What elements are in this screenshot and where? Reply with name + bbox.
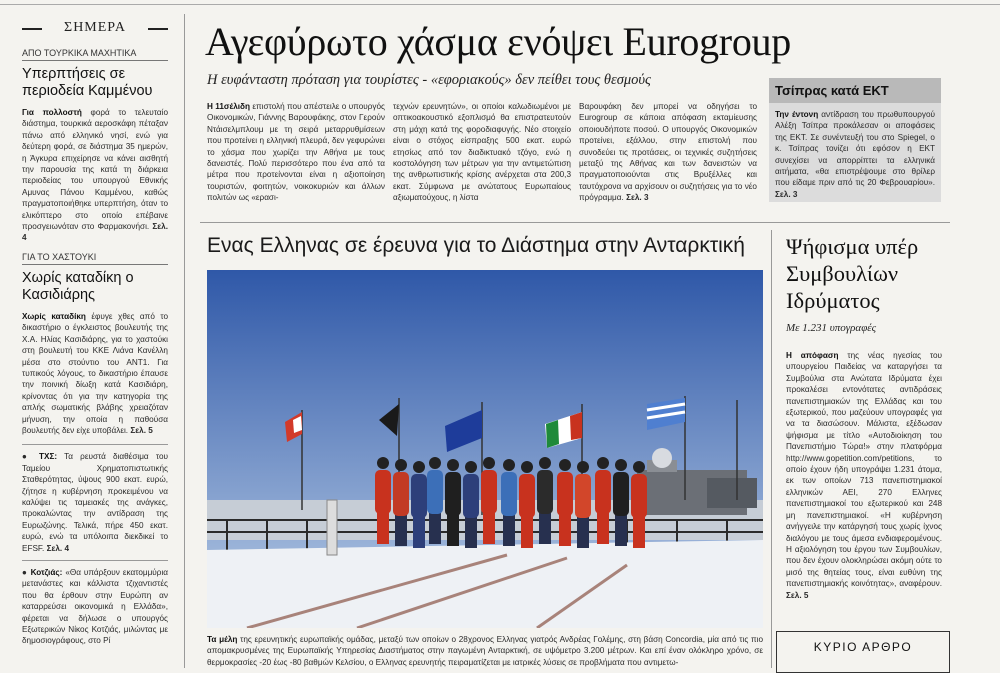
brief-kotzias: ● Κοτζιάς: «Θα υπάρξουν εκατομμύρια μετανάστες και κάλλιστα τζιχαντιστές που θα έρθουν στην Ευρώπη αν καταρρεύσει οικονομικά η Ελλάδα», φέρεται να δήλωσε ο υπουργός Εξωτερικών Νίκος Κοτζιάς, μιλώντας με δημοσιογράφους, στο Ρί <box>22 568 168 646</box>
separator <box>22 560 168 561</box>
right-subheadline: Με 1.231 υπογραφές <box>786 322 877 334</box>
page-ref: Σελ. 4 <box>22 222 168 243</box>
section-label: ΓΙΑ ΤΟ ΧΑΣΤΟΥΚΙ <box>22 252 168 265</box>
main-story-col-3 <box>579 101 757 204</box>
masthead-today <box>22 14 168 44</box>
story-lead: Για πολλοστή <box>22 108 82 117</box>
story-text: επιστολή που απέστειλε ο υπουργός Οικονομικών, Γιάννης Βαρουφάκης, στον Γερούν Ντάισελμπλουμ με τη σειρά μεταρρυθμίσεων που προτείνει η ελληνική πλευρά, δεν γεφυρώνει το χάσμα που χωρίζει την Αθήνα με τους δανειστές. Πολύ περισσότερο που ένα από τα μέτρα που προτείνονται είναι η αξιοποίηση τουριστών, φοιτητών, νοικοκυριών και άλλων πολιτών ως «ερασι- <box>207 102 385 203</box>
story-text: «Θα υπάρξουν εκατομμύρια μετανάστες και κάλλιστα τζιχαντιστές που θα έρθουν στην Ευρώπη αν καταρρεύσει οικονομικά η Ελλάδα», φέρεται να δήλωσε ο υπουργός Εξωτερικών Νίκος Κοτζιάς, μιλώντας με δημοσιογράφους, στο Ρί <box>22 568 168 646</box>
story-lead: ΤΧΣ: <box>39 452 58 462</box>
main-subheadline: Η ευφάνταστη πρόταση για τουρίστες - «εφοριακούς» δεν πείθει τους θεσμούς <box>207 72 651 88</box>
story-lead: Η απόφαση <box>786 351 839 360</box>
story-text: Βαρουφάκη δεν μπορεί να οδηγήσει το Eurogroup σε κάποια απόφαση εκταμίευσης οποιουδήποτε ποσού. Ο υπουργός Οικονομικών προτείνει, εξάλλου, στην επιστολή που συνοδεύει τις προτάσεις, οι τεχνικές συζητήσεις μεταξύ της Αθήνας και των δανειστών να πραγματοποιούνται στις Βρυξέλλες και ταυτόχρονα να αρχίσουν οι συζητήσεις για το νέο πρόγραμμα. <box>579 102 757 203</box>
main-story-col-1 <box>207 101 385 204</box>
story-body <box>22 107 168 244</box>
left-story-overflights <box>22 48 168 244</box>
section-label: ΑΠΟ ΤΟΥΡΚΙΚΑ ΜΑΧΗΤΙΚΑ <box>22 48 168 61</box>
right-headline[interactable]: Ψήφισμα υπέρ Συμβουλίων Ιδρύματος <box>786 234 919 313</box>
bollard <box>327 500 337 555</box>
story-headline[interactable]: Χωρίς καταδίκη ο Κασιδιάρης <box>22 269 134 303</box>
page-ref: Σελ. 4 <box>46 543 70 553</box>
top-rule <box>0 4 1000 5</box>
caption-lead: Τα μέλη <box>207 635 238 644</box>
story-text: τεχνών ερευνητών», οι οποίοι καλωδιωμένοι με οπτικοακουστικό εξοπλισμό θα επιστρατευτούν στη μάχη κατά της φοροδιαφυγής. Νέο στοιχείο είναι ο στόχος είσπραξης 500 εκατ. ευρώ ετησίως από τον διαδικτυακό τζόγο, ενώ η κοστολόγηση των μέτρων για την αντιμετώπιση της ανθρωπιστικής κρίσης ανέρχεται στα 200,3 εκατ. Σύμφωνα με ανώτατους Ευρωπαίους αξιωματούχους, η λίστα <box>393 102 571 203</box>
story-body <box>22 311 168 436</box>
story-text: αντίδραση του πρωθυπουργού Αλέξη Τσίπρα προκάλεσαν οι αποφάσεις της ΕΚΤ. Σε συνέντευξή του στο Spiegel, ο κ. Τσίπρας τονίζει ότι εφόσον η ΕΚΤ συνεχίσει να απορρίπτει τα ελληνικά αιτήματα, «θα επιστρέψουμε στο θρίλερ που είδαμε πριν από τις 20 Φεβρουαρίου». <box>775 110 935 188</box>
antarctic-photo-illustration <box>207 270 763 628</box>
main-story-col-2 <box>393 101 571 204</box>
antarctic-photo <box>207 270 763 628</box>
left-story-kasidiaris <box>22 252 168 436</box>
side-box-tsipras <box>769 78 941 202</box>
editorial-box[interactable] <box>776 631 950 673</box>
masthead-rule-left <box>22 28 42 30</box>
story-text: έφυγε χθες από το δικαστήριο ο έγκλειστος βουλευτής της Χ.Α. Ηλίας Κασιδιάρης, για το χαστούκι στη βουλευτή του ΚΚΕ Λιάνα Κανέλλη μέσα στο στούντιο του ΑΝΤ1. Για τυπικούς λόγους, το δικαστήριο έπαυσε την ποινική δίωξη κατά Κασιδιάρη, κρίνοντας ότι για την κατηγορία της απλής σωματικής βλάβης χρειαζόταν μήνυση, την οποία η παθούσα βουλευτής δεν είχε υποβάλει. <box>22 311 169 435</box>
page-ref: Σελ. 3 <box>626 193 649 203</box>
story-lead: Την έντονη <box>775 110 819 119</box>
left-column <box>22 14 168 647</box>
story-headline[interactable]: Υπερπτήσεις σε περιοδεία Καμμένου <box>22 66 153 99</box>
research-team-group <box>375 457 647 548</box>
page-ref: Σελ. 5 <box>786 590 809 600</box>
page-ref: Σελ. 5 <box>130 425 153 435</box>
story-lead: Η 11σέλιδη <box>207 102 250 111</box>
masthead-label: ΣΗΜΕΡΑ <box>64 20 126 35</box>
antarctic-headline[interactable]: Ενας Ελληνας σε έρευνα για το Διάστημα στην Ανταρκτική <box>207 234 745 257</box>
story-lead: Κοτζιάς: <box>30 568 63 577</box>
main-headline[interactable]: Αγεφύρωτο χάσμα ενόψει Eurogroup <box>205 19 791 64</box>
side-box-title[interactable]: Τσίπρας κατά ΕΚΤ <box>769 78 941 103</box>
caption-text: της ερευνητικής ευρωπαϊκής ομάδας, μεταξύ των οποίων ο 28χρονος Ελληνας γιατρός Ανδρέας Γολέμης, στη βάση Concordia, μία από τις πιο απομακρυσμένες της Ευρωπαϊκής Υπηρεσίας Διαστήματος στην παγωμένη Ανταρκτική, σε υψόμετρο 3.200 μέτρων. Και επί έναν ολόκληρο χρόνο, σε θερμοκρασίες -20 έως -80 βαθμών Κελσίου, ο Ελληνας ερευνητής πειραματίζεται με ιατρικές λύσεις σε προβλήματα που αντιμετω- <box>207 635 763 667</box>
story-text: φορά το τελευταίο διάστημα, τουρκικά αεροσκάφη πέταξαν πάνω από ελληνικό νησί, ενώ για δεύτερη φορά, σε διάστημα 35 ημερών, η Άγκυρα επιχείρησε να κάνει αισθητή την παρουσία της κατά τη διάρκεια περιοδείας του υπουργού Εθνικής Αμυνας Πάνου Καμμένου, καθώς πραγματοποιήθηκε υπερπτήση, όταν το ελικόπτερο στο οποίο επέβαινε προσγειωνόταν στο Φαρμακονήσι. <box>22 108 168 232</box>
story-lead: Χωρίς καταδίκη <box>22 311 86 321</box>
page-ref: Σελ. 3 <box>775 189 798 199</box>
section-rule <box>200 222 950 223</box>
story-text: της νέας ηγεσίας του υπουργείου Παιδείας να καταργήσει τα Συμβούλια στα Ανώτατα Ιδρύματα έχει προκαλέσει εντονότατες αντιδράσεις πανεπιστημιακών της Ελλάδας και του εξωτερικού, που μαζεύουν υπογραφές για να τα διασώσουν. Μάλιστα, εξέδωσαν ψήφισμα με τίτλο «Αυτοδιοίκηση του Πανεπιστήμιο Τώρα!» στην πλατφόρμα http://www.gopetition.com/petitions, το οποίο έχουν ήδη υπογράψει 1.231 άτομα, εκ των οποίων 713 πανεπιστημιακοί ελληνικών ΑΕΙ, 270 Ελληνες πανεπιστημιακοί του εξωτερικού και 248 μη πανεπιστημιακοί. «Η κυβέρνηση ανήγγειλε την κατάργησή τους χωρίς ίχνος διαλόγου με τους άμεσα ενδιαφερομένους. Η αξιολόγηση του έργου των Συμβουλίων, που δεν έχουν ολοκληρώσει ακόμη ούτε το μισό της θητείας τους, είναι ευθύνη της πανεπιστημιακής κοινότητας», αναφέρουν. <box>786 351 943 589</box>
brief-txs: ● ΤΧΣ: Τα ρευστά διαθέσιμα του Ταμείου Χρηματοπιστωτικής Σταθερότητας, ύψους 900 εκατ. ευρώ, ζήτησε η κυβέρνηση προκειμένου να καλύψει τις ταμειακές της ανάγκες, προκαλώντας την αντίδραση της Ευρωζώνης. Τελικά, πήρε 450 εκατ. ευρώ, ενώ τα υπόλοιπα διεκδικεί το EFSF. Σελ. 4 <box>22 452 168 553</box>
column-rule-right <box>771 230 772 668</box>
separator <box>22 444 168 445</box>
editorial-title: ΚΥΡΙΟ ΑΡΘΡΟ <box>813 640 913 654</box>
column-rule-left <box>184 14 185 668</box>
side-box-body <box>769 103 941 206</box>
story-text: Τα ρευστά διαθέσιμα του Ταμείου Χρηματοπιστωτικής Σταθερότητας, ύψους 900 εκατ. ευρώ, ζήτησε η κυβέρνηση προκειμένου να καλύψει τις ταμειακές της ανάγκες, προκαλώντας την αντίδραση της Ευρωζώνης. Τελικά, πήρε 450 εκατ. ευρώ, ενώ τα υπόλοιπα διεκδικεί το EFSF. <box>22 452 168 553</box>
photo-caption <box>207 634 763 668</box>
right-story-body <box>786 350 942 601</box>
masthead-rule-right <box>148 28 168 30</box>
